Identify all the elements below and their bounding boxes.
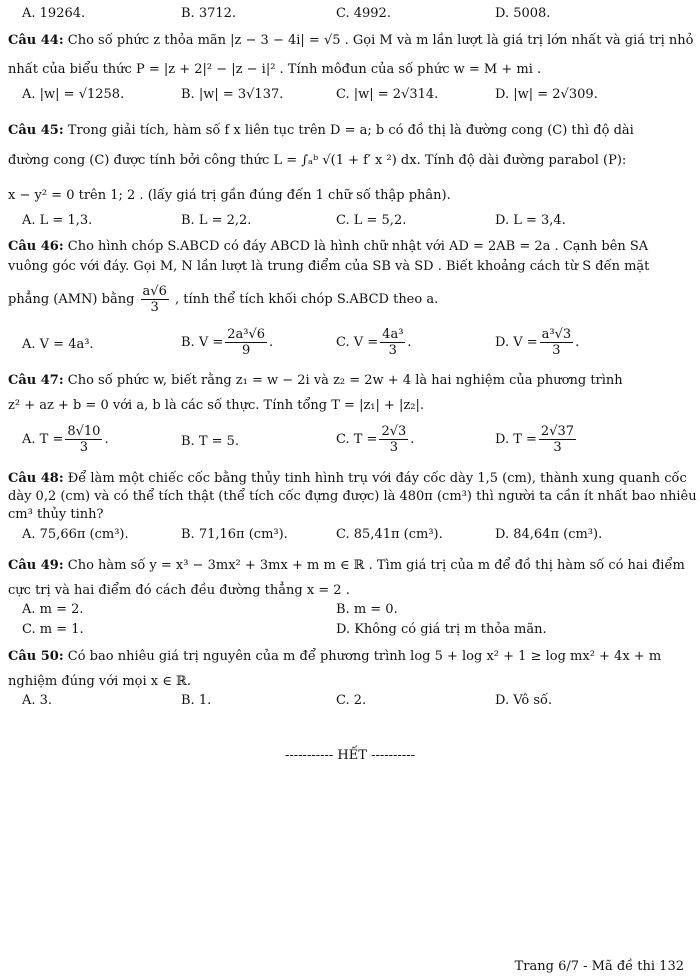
question-48-line3: cm³ thủy tinh? xyxy=(8,507,104,522)
question-50 xyxy=(8,648,692,666)
question-text: Để làm một chiếc cốc bằng thủy tinh hình trụ với đáy cốc dày 1,5 (cm), thành xung quanh cốc xyxy=(67,471,687,486)
question-text: Cho số phức z thỏa mãn |z − 3 − 4i| = √5 . Gọi M và m lần lượt là giá trị lớn nhất và giá trị nhỏ xyxy=(67,33,694,48)
question-45 xyxy=(8,122,692,140)
q48-option-c: C. 85,41π (cm³). xyxy=(336,527,443,542)
question-label: Câu 49: xyxy=(8,558,64,573)
q44-option-b: B. |w| = 3√137. xyxy=(181,87,284,102)
q45-option-b: B. L = 2,2. xyxy=(181,213,252,228)
q46-option-b: B. V = $\frac{\text{2a³√6}}{9}$ . xyxy=(181,327,274,358)
question-label: Câu 44: xyxy=(8,33,64,48)
q46-option-c: C. V = $\frac{\text{4a³}}{3}$ . xyxy=(336,327,412,358)
q47-option-d: D. T = $\frac{2√37}{3}$ xyxy=(495,424,575,455)
question-50-line2: nghiệm đúng với mọi x ∈ ℝ. xyxy=(8,674,191,689)
question-44-line2: nhất của biểu thức P = |z + 2|² − |z − i|² . Tính môđun của số phức w = M + mi . xyxy=(8,62,542,77)
question-text: Cho số phức w, biết rằng z₁ = w − 2i và z₂ = 2w + 4 là hai nghiệm của phương trình xyxy=(67,373,623,388)
question-label: Câu 48: xyxy=(8,471,64,486)
q46-option-d: D. V = $\frac{\text{a³√3}}{3}$ . xyxy=(495,327,580,358)
question-label: Câu 45: xyxy=(8,123,64,138)
q44-option-a: A. |w| = √1258. xyxy=(22,87,125,102)
q45-option-d: D. L = 3,4. xyxy=(495,213,566,228)
question-text: phẳng (AMN) bằng xyxy=(8,292,135,307)
q47-option-b: B. T = 5. xyxy=(181,434,240,449)
q49-option-b: B. m = 0. xyxy=(336,602,398,617)
question-47 xyxy=(8,372,692,390)
q50-option-b: B. 1. xyxy=(181,693,212,708)
question-48-line2: dày 0,2 (cm) và có thể tích thật (thể tích cốc đựng được) là 480π (cm³) thì người ta cần ít nhất bao nhiêu xyxy=(8,489,697,504)
q44-option-c: C. |w| = 2√314. xyxy=(336,87,439,102)
q46-option-a: A. V = 4a³. xyxy=(22,337,94,352)
q44-option-d: D. |w| = 2√309. xyxy=(495,87,598,102)
question-44 xyxy=(8,32,692,50)
question-label: Câu 47: xyxy=(8,373,64,388)
question-text: Trong giải tích, hàm số f x liên tục trên D = a; b có đồ thị là đường cong (C) thì độ dài xyxy=(67,123,634,138)
prev-answer-c: C. 4992. xyxy=(336,6,391,21)
question-45-line3: x − y² = 0 trên 1; 2 . (lấy giá trị gần đúng đến 1 chữ số thập phân). xyxy=(8,188,451,203)
q50-option-c: C. 2. xyxy=(336,693,367,708)
prev-answer-a: A. 19264. xyxy=(22,6,86,21)
q45-option-a: A. L = 1,3. xyxy=(22,213,93,228)
q45-option-c: C. L = 5,2. xyxy=(336,213,407,228)
q48-option-d: D. 84,64π (cm³). xyxy=(495,527,603,542)
page-footer: Trang 6/7 - Mã đề thi 132 xyxy=(514,959,684,974)
q47-option-a: A. T = $\frac{8√10}{3}$ . xyxy=(22,424,109,455)
question-46-line3 xyxy=(8,283,692,317)
question-text: Có bao nhiêu giá trị nguyên của m để phương trình log 5 + log x² + 1 ≥ log mx² + 4x + m xyxy=(67,649,662,664)
q48-option-a: A. 75,66π (cm³). xyxy=(22,527,129,542)
question-47-line2: z² + az + b = 0 với a, b là các số thực. Tính tổng T = |z₁| + |z₂|. xyxy=(8,398,425,413)
question-text: Cho hình chóp S.ABCD có đáy ABCD là hình chữ nhật với AD = 2AB = 2a . Cạnh bên SA xyxy=(67,239,649,254)
question-48 xyxy=(8,470,692,488)
q47-option-c: C. T = $\frac{2√3}{3}$ . xyxy=(336,424,415,455)
q50-option-d: D. Vô số. xyxy=(495,693,553,708)
end-mark: ----------- HẾT ---------- xyxy=(284,748,415,763)
distance-fraction: $\frac{a√6}{3}$ xyxy=(142,284,167,315)
question-46 xyxy=(8,238,692,256)
prev-answer-b: B. 3712. xyxy=(181,6,237,21)
question-45-line2: đường cong (C) được tính bởi công thức L = ∫ₐᵇ √(1 + f′ x ²) dx. Tính độ dài đường parabol (P): xyxy=(8,153,627,168)
question-text: Cho hàm số y = x³ − 3mx² + 3mx + m m ∈ ℝ . Tìm giá trị của m để đồ thị hàm số có hai điểm xyxy=(67,558,685,573)
question-text: , tính thể tích khối chóp S.ABCD theo a. xyxy=(174,292,439,307)
q50-option-a: A. 3. xyxy=(22,693,53,708)
question-46-line2: vuông góc với đáy. Gọi M, N lần lượt là trung điểm của SB và SD . Biết khoảng cách từ S đến mặt xyxy=(8,259,650,274)
question-label: Câu 50: xyxy=(8,649,64,664)
question-label: Câu 46: xyxy=(8,239,64,254)
q48-option-b: B. 71,16π (cm³). xyxy=(181,527,288,542)
prev-answer-d: D. 5008. xyxy=(495,6,551,21)
q49-option-a: A. m = 2. xyxy=(22,602,84,617)
q49-option-d: D. Không có giá trị m thỏa mãn. xyxy=(336,622,547,637)
question-49 xyxy=(8,557,692,575)
question-49-line2: cực trị và hai điểm đó cách đều đường thẳng x = 2 . xyxy=(8,583,350,598)
q49-option-c: C. m = 1. xyxy=(22,622,84,637)
